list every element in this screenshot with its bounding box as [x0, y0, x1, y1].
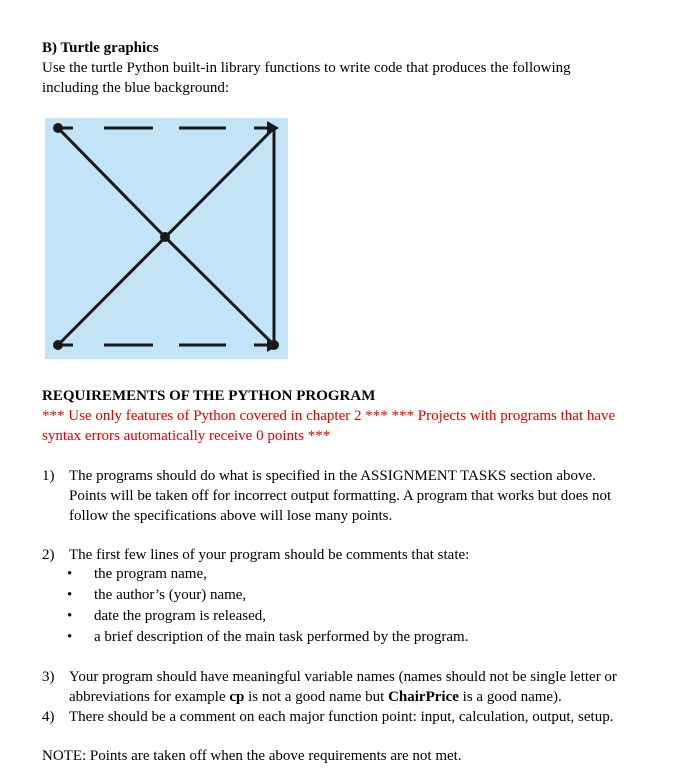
- intro-text-line-2: including the blue background:: [42, 80, 230, 96]
- item-number: 4): [42, 709, 55, 725]
- example-good-name: ChairPrice: [388, 689, 459, 705]
- item-number: 3): [42, 669, 55, 685]
- vertex-bottom-left: [53, 340, 63, 350]
- item-number: 1): [42, 468, 55, 484]
- warning-line-1: *** Use only features of Python covered in chapter 2 *** *** Projects with programs that have: [42, 408, 616, 424]
- item-text-line: Your program should have meaningful variable names (names should not be single letter or: [69, 669, 617, 685]
- item-text-line: There should be a comment on each major function point: input, calculation, output, setup.: [69, 709, 614, 725]
- bullet-icon: •: [67, 608, 73, 624]
- example-bad-name: cp: [229, 689, 245, 705]
- turtle-figure: [45, 118, 288, 359]
- item-text-line: The programs should do what is specified in the ASSIGNMENT TASKS section above.: [69, 468, 596, 484]
- requirements-warning: [42, 406, 672, 446]
- item-number: 2): [42, 547, 55, 563]
- section-header: [42, 38, 672, 98]
- bullet-icon: •: [67, 629, 73, 645]
- requirements-title: REQUIREMENTS OF THE PYTHON PROGRAM: [42, 388, 376, 404]
- intro-text-line-1: Use the turtle Python built-in library functions to write code that produces the following: [42, 60, 571, 76]
- bullet-icon: •: [67, 566, 73, 582]
- vertex-center: [160, 232, 170, 242]
- warning-line-2: syntax errors automatically receive 0 points ***: [42, 428, 331, 444]
- section-title: B) Turtle graphics: [42, 40, 159, 56]
- bullet-icon: •: [67, 587, 73, 603]
- vertex-top-left: [53, 123, 63, 133]
- note-text: NOTE: Points are taken off when the above requirements are not met.: [42, 748, 462, 764]
- item-text-line: follow the specifications above will lose many points.: [69, 508, 393, 524]
- item-text-line: The first few lines of your program should be comments that state:: [69, 547, 470, 563]
- item-text-line: abbreviations for example cp is not a good name but ChairPrice is a good name).: [69, 689, 562, 705]
- item-text-line: Points will be taken off for incorrect output formatting. A program that works but does not: [69, 488, 612, 504]
